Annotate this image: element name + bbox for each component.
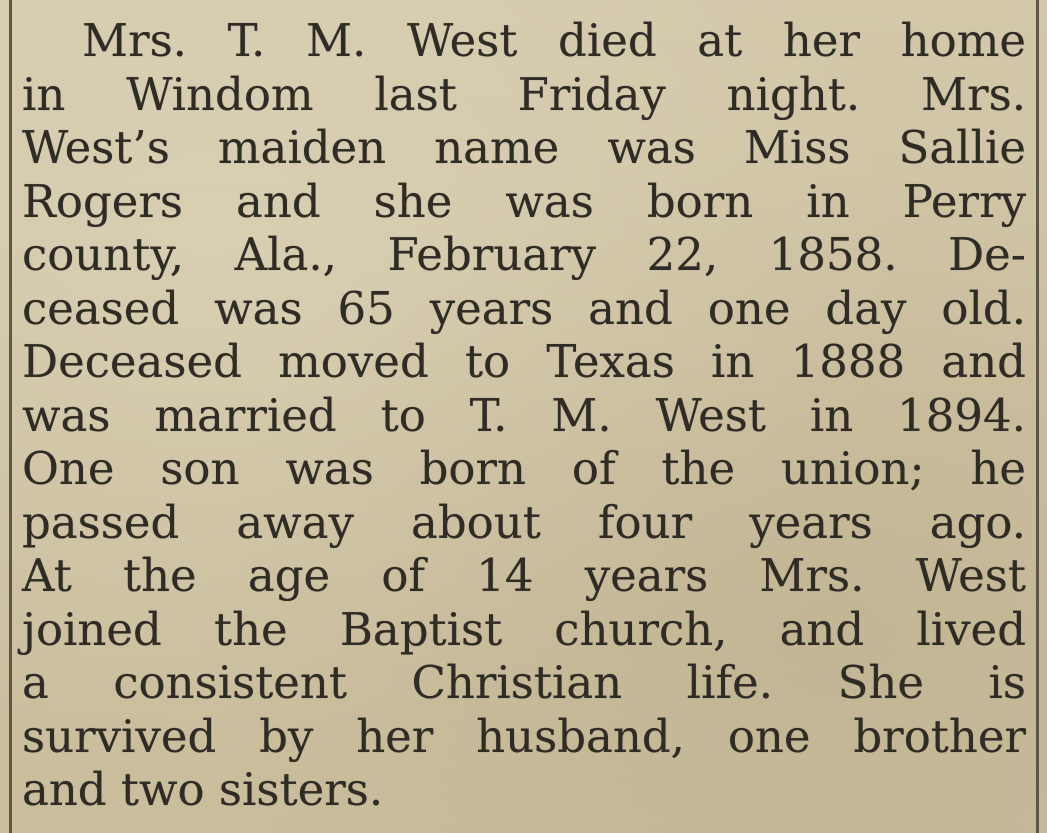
article-line: Rogers and she was born in Perry <box>22 174 1026 228</box>
article-line: county, Ala., February 22, 1858. De- <box>22 228 1026 281</box>
article-line: was married to T. M. West in 1894. <box>22 388 1026 442</box>
article-line: joined the Baptist church, and lived <box>22 602 1026 656</box>
column-rule-right <box>1036 0 1039 833</box>
article-line: passed away about four years ago. <box>22 495 1026 549</box>
obituary-article <box>22 14 1026 817</box>
article-line: At the age of 14 years Mrs. West <box>22 549 1026 602</box>
article-line: West’s maiden name was Miss Sallie <box>22 121 1026 174</box>
article-line: survived by her husband, one brother <box>22 709 1026 763</box>
article-line: Deceased moved to Texas in 1888 and <box>22 335 1026 388</box>
article-line: in Windom last Friday night. Mrs. <box>22 67 1026 121</box>
article-line: a consistent Christian life. She is <box>22 656 1026 709</box>
article-line: ceased was 65 years and one day old. <box>22 281 1026 335</box>
column-rule-left <box>9 0 12 833</box>
article-line: and two sisters. <box>22 763 384 816</box>
article-line: Mrs. T. M. West died at her home <box>82 14 1026 67</box>
article-line: One son was born of the union; he <box>22 442 1026 495</box>
